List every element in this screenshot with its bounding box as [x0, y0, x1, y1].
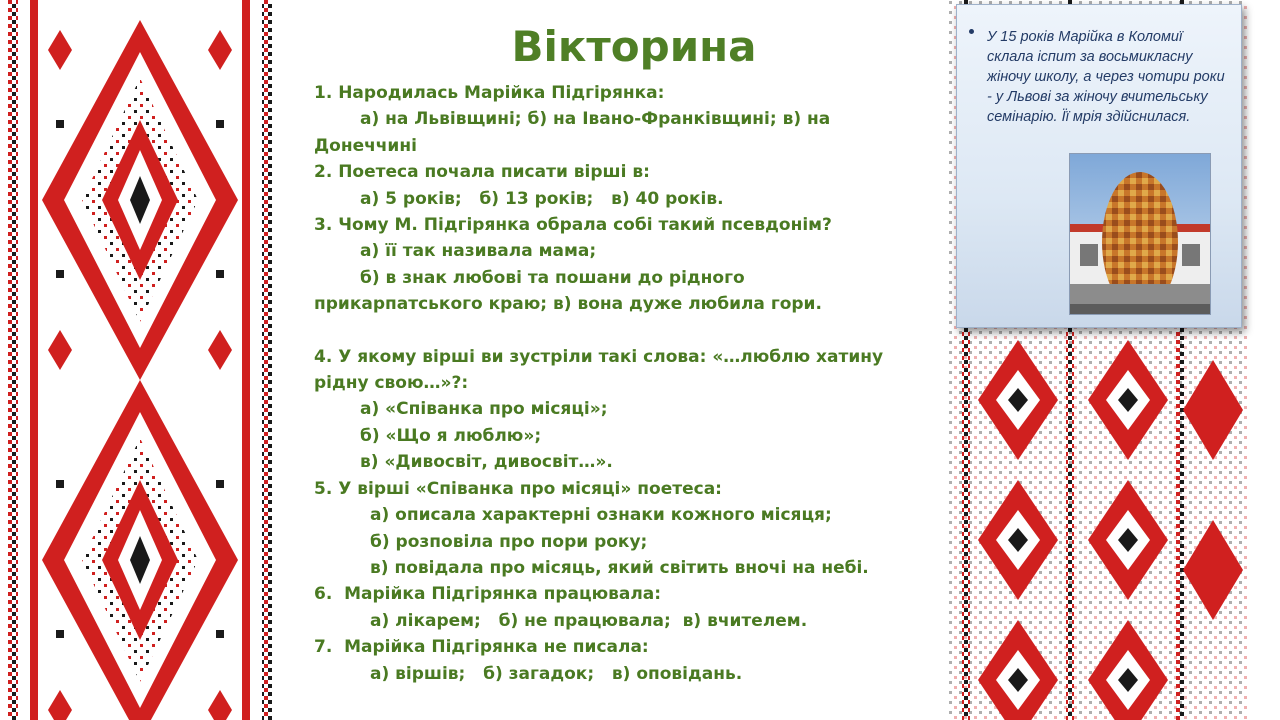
quiz-line: 4. У якому вірші ви зустріли такі слова: «…люблю хатину [314, 346, 884, 367]
info-card [956, 4, 1242, 328]
quiz-line: Донеччині [314, 135, 417, 156]
quiz-line: а) її так називала мама; [360, 241, 597, 262]
quiz-text [314, 80, 954, 687]
quiz-line: б) «Що я люблю»; [360, 425, 542, 446]
quiz-line: прикарпатського краю; в) вона дуже любила гори. [314, 294, 822, 315]
quiz-line: а) віршів; б) загадок; в) оповідань. [370, 663, 743, 684]
title-text: Вікторина [511, 22, 757, 71]
quiz-line: рідну свою…»?: [314, 373, 469, 394]
quiz-line: а) лікарем; б) не працювала; в) вчителем. [370, 610, 808, 631]
quiz-line: 7. Марійка Підгірянка не писала: [314, 637, 649, 658]
quiz-line: 1. Народилась Марійка Підгірянка: [314, 83, 665, 103]
quiz-line: а) на Львівщині; б) на Івано-Франківщині; в) на [360, 109, 831, 130]
quiz-line: а) «Співанка про місяці»; [360, 399, 608, 420]
quiz-line: 2. Поетеса почала писати вірші в: [314, 162, 650, 183]
quiz-line: б) розповіла про пори року; [370, 531, 648, 552]
museum-photo [1069, 153, 1211, 315]
embroidery-border-left [0, 0, 280, 720]
spacer [314, 318, 954, 344]
quiz-line: б) в знак любові та пошани до рідного [360, 267, 745, 288]
bullet-icon [969, 29, 974, 34]
quiz-line: 3. Чому М. Підгірянка обрала собі такий псевдонім? [314, 215, 832, 236]
quiz-line: а) 5 років; б) 13 років; в) 40 років. [360, 188, 724, 209]
quiz-line: а) описала характерні ознаки кожного місяця; [370, 505, 832, 526]
quiz-line: 6. Марійка Підгірянка працювала: [314, 584, 662, 605]
quiz-line: в) «Дивосвіт, дивосвіт…». [360, 452, 613, 473]
card-text: У 15 років Марійка в Коломиї склала іспит за восьмикласну жіночу школу, а через чотири роки - у Львові за жіночу вчительську семінарію. Її мрія здійснилася. [987, 29, 1225, 125]
quiz-line: в) повідала про місяць, який світить вночі на небі. [370, 557, 869, 578]
quiz-line: 5. У вірші «Співанка про місяці» поетеса: [314, 478, 722, 499]
